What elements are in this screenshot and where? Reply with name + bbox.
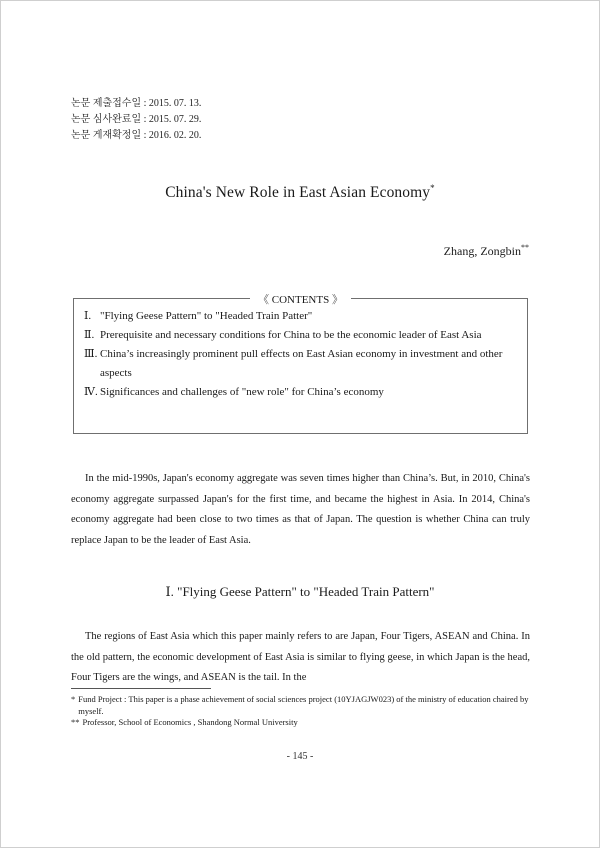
contents-item-text: Prerequisite and necessary conditions for China to be the economic leader of East Asia <box>100 329 482 341</box>
footnote-text: Fund Project : This paper is a phase achievement of social sciences project (10YJAGJW023) of the ministry of education chaired by myself. <box>78 694 529 716</box>
contents-item-number: Ⅰ. <box>84 310 92 322</box>
section-paragraph: The regions of East Asia which this paper mainly refers to are Japan, Four Tigers, ASEAN and China. In the old pattern, the economic development of East Asia is similar to flying geese, in which Japan is the head, Four Tigers are the wings, and ASEAN is the tail. In the <box>71 631 530 683</box>
footnote-divider <box>71 688 211 689</box>
intro-paragraph: In the mid-1990s, Japan's economy aggregate was seven times higher than China’s. But, in 2010, China's economy aggregate surpassed Japan's for the first time, and became the highest in Asia. In 2014, China's economy aggregate had been close to two times as that of Japan. The question is whether China can truly replace Japan to be the leader of East Asia. <box>71 473 530 546</box>
contents-item <box>84 326 524 345</box>
page-number: - 145 - <box>286 751 314 762</box>
author-name: Zhang, Zongbin <box>443 244 521 258</box>
contents-item-text: "Flying Geese Pattern" to "Headed Train Patter" <box>100 310 313 322</box>
contents-item-text: China’s increasingly prominent pull effects on East Asian economy in investment and other aspects <box>100 348 503 379</box>
contents-item-number: Ⅳ. <box>84 386 98 398</box>
contents-item <box>84 345 524 383</box>
contents-item-number: Ⅱ. <box>84 329 95 341</box>
contents-item-text: Significances and challenges of "new role" for China’s economy <box>100 386 384 398</box>
contents-item <box>84 383 524 402</box>
paper-title <box>0 183 600 202</box>
date-accepted: 논문 게재확정일 : 2016. 02. 20. <box>71 130 202 141</box>
footnote <box>71 694 533 717</box>
date-received: 논문 제출접수일 : 2015. 07. 13. <box>71 98 202 109</box>
submission-dates <box>71 96 201 144</box>
section-heading: Ⅰ. "Flying Geese Pattern" to "Headed Train Pattern" <box>165 584 435 599</box>
footnotes <box>71 694 533 729</box>
contents-list <box>84 307 524 402</box>
author-footnote-mark: ** <box>521 243 529 252</box>
contents-heading-text: 《 CONTENTS 》 <box>250 294 351 306</box>
contents-heading <box>74 291 527 307</box>
title-text: China's New Role in East Asian Economy <box>165 184 431 202</box>
contents-item-number: Ⅲ. <box>84 348 98 360</box>
date-reviewed: 논문 심사완료일 : 2015. 07. 29. <box>71 114 202 125</box>
footnote-text: Professor, School of Economics , Shandong Normal University <box>82 717 298 727</box>
title-footnote-mark: * <box>430 183 435 193</box>
footnote-mark: ** <box>71 717 80 727</box>
contents-item <box>84 307 524 326</box>
author <box>444 243 529 259</box>
footnote <box>71 717 533 729</box>
footnote-mark: * <box>71 694 76 704</box>
contents-box <box>73 294 528 434</box>
